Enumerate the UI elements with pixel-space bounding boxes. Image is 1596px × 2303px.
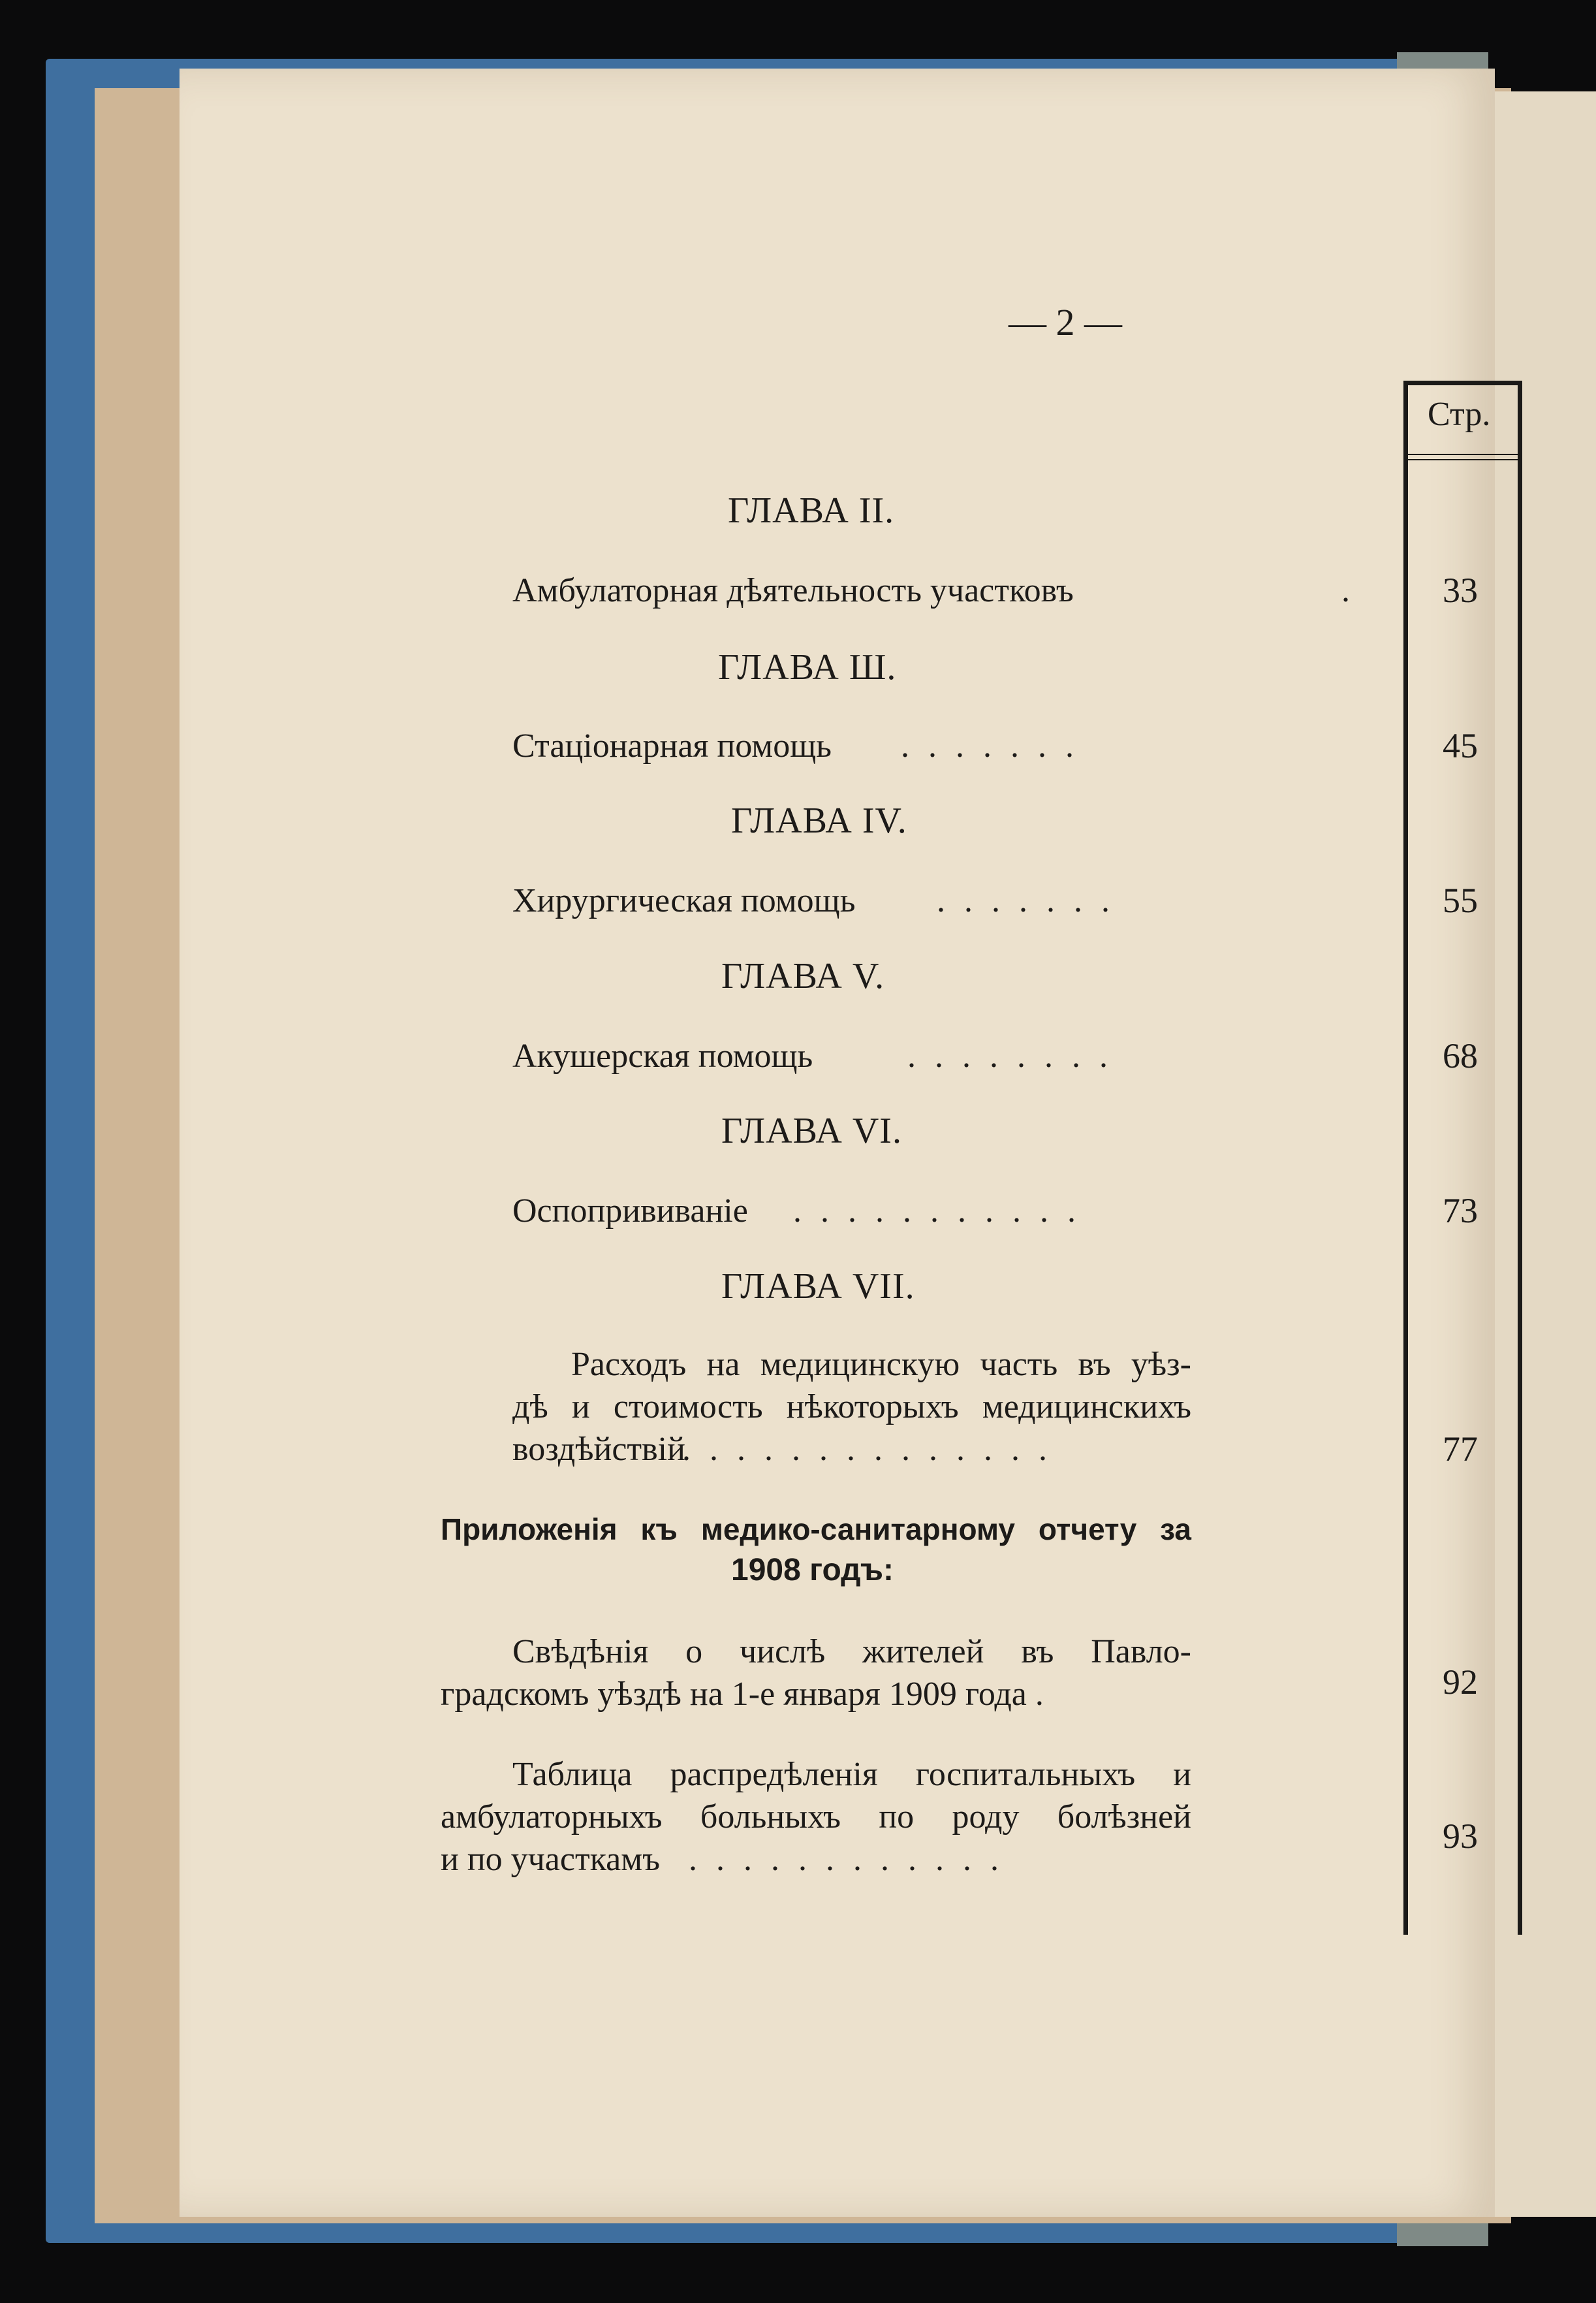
page-column-header-rule xyxy=(1408,459,1518,460)
toc-entry-title: Амбулаторная дѣятельность участковъ xyxy=(512,572,1074,609)
toc-entry-page: 33 xyxy=(1443,571,1478,610)
toc-entry-page: 93 xyxy=(1443,1817,1478,1856)
toc-entry-title: Свѣдѣнія о числѣ жителей въ Павло- xyxy=(512,1633,1191,1670)
toc-entry-leader: . xyxy=(1341,572,1355,609)
page xyxy=(180,69,1495,2217)
appendix-heading: 1908 годъ: xyxy=(731,1553,894,1587)
page-column-top-rule xyxy=(1405,381,1522,385)
toc-entry-title: воздѣйствій xyxy=(512,1431,685,1468)
toc-entry-leader: . . . . . . . . . . . xyxy=(793,1192,1081,1230)
toc-entry-title: дѣ и стоимость нѣкоторыхъ медицинскихъ xyxy=(512,1388,1191,1425)
toc-entry-page: 92 xyxy=(1443,1662,1478,1702)
page-number: — 2 — xyxy=(1009,301,1122,343)
toc-entry-page: 68 xyxy=(1443,1036,1478,1075)
toc-entry-title: амбулаторныхъ больныхъ по роду болѣзней xyxy=(441,1798,1191,1835)
toc-entry-title: градскомъ уѣздѣ на 1-е января 1909 года . xyxy=(441,1676,1044,1713)
toc-entry-title: Стаціонарная помощь xyxy=(512,727,832,765)
chapter-heading: ГЛАВА V. xyxy=(721,956,885,996)
toc-entry-title: Оспопрививаніе xyxy=(512,1192,748,1230)
facing-page xyxy=(1495,91,1596,2217)
chapter-heading: ГЛАВА II. xyxy=(728,490,895,531)
toc-entry-leader: . . . . . . . xyxy=(937,882,1115,919)
toc-entry-title: Таблица распредѣленія госпитальныхъ и xyxy=(512,1756,1191,1793)
toc-entry-page: 77 xyxy=(1443,1429,1478,1469)
toc-entry-page: 55 xyxy=(1443,881,1478,920)
toc-entry-page: 45 xyxy=(1443,726,1478,765)
page-column-header: Стр. xyxy=(1428,396,1491,433)
toc-entry-title: Хирургическая помощь xyxy=(512,882,856,919)
chapter-heading: ГЛАВА IV. xyxy=(731,801,907,841)
page-column-header-rule xyxy=(1408,454,1518,455)
chapter-heading: ГЛАВА VI. xyxy=(721,1111,902,1151)
toc-entry-title: Акушерская помощь xyxy=(512,1038,813,1075)
toc-entry-page: 73 xyxy=(1443,1191,1478,1230)
toc-entry-leader: . . . . . . . . xyxy=(907,1038,1113,1075)
toc-entry-leader: . . . . . . . . . . . . . . xyxy=(682,1431,1052,1468)
toc-entry-title: Расходъ на медицинскую часть въ уѣз- xyxy=(571,1346,1191,1383)
chapter-heading: ГЛАВА Ш. xyxy=(718,647,897,688)
toc-entry-leader: . . . . . . . xyxy=(901,727,1079,765)
page-column-right-rule xyxy=(1518,381,1522,1935)
toc-entry-leader: . . . . . . . . . . . . xyxy=(689,1841,1004,1878)
page-column-left-rule xyxy=(1403,381,1408,1935)
appendix-heading: Приложенія къ медико-санитарному отчету за xyxy=(441,1512,1191,1546)
chapter-heading: ГЛАВА VII. xyxy=(721,1266,915,1307)
toc-entry-title: и по участкамъ xyxy=(441,1841,661,1878)
